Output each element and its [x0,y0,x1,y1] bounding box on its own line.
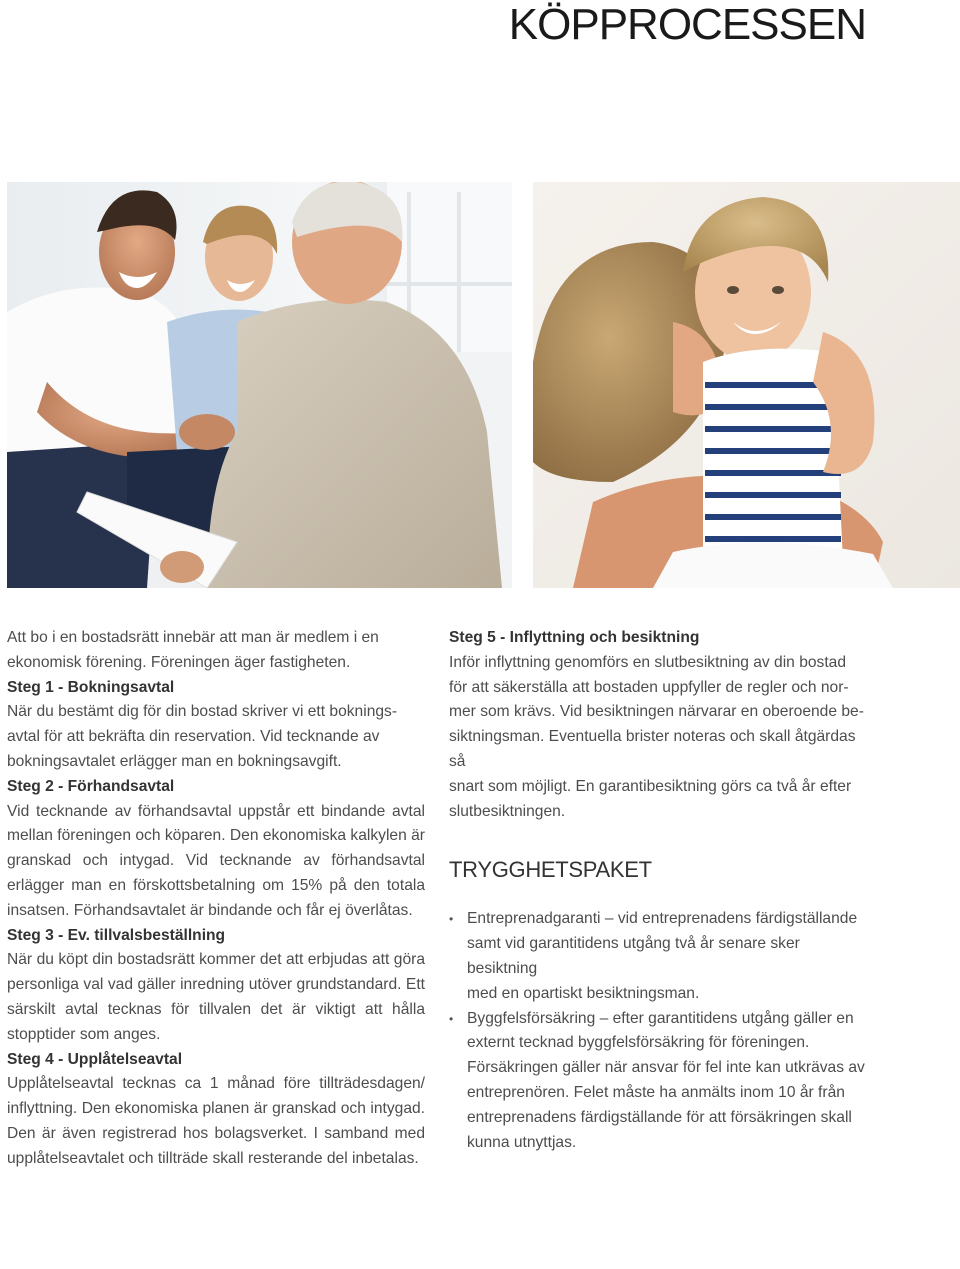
step-3-body: När du köpt din bostadsrätt kommer det att erbjudas att göra personliga val vad gäller inredning utöver grundstandard. Ett särskilt avtal tecknas för tillvalen det är viktigt att hålla stopptider som anges. [7,951,425,1043]
photo-couple-handshake-illustration [7,182,512,588]
step-5 [449,626,869,824]
step-5-line: siktningsman. Eventuella brister noteras och skall åtgärdas så [449,728,856,770]
bullet-icon: • [449,1011,454,1026]
list-item-line: entreprenören. Felet måste ha anmälts inom 10 år från [467,1083,845,1101]
step-2 [7,775,425,924]
list-item-line: kunna utnyttjas. [467,1133,577,1151]
list-item-line: Byggfelsförsäkring – efter garantitidens utgång gäller en [467,1009,854,1027]
list-item-line: Försäkringen gäller när ansvar för fel inte kan utkrävas av [467,1059,865,1077]
step-3-heading: Steg 3 - Ev. tillvalsbeställning [7,926,226,944]
step-2-body: Vid tecknande av förhandsavtal uppstår ett bindande avtal mellan föreningen och köparen. Den ekonomiska kalkylen är granskad och intygad. Vid tecknande av förhandsavtal erlägger man en förskottsbetalning om 15% på den totala insatsen. Förhandsavtalet är bindande och får ej överlåtas. [7,802,425,919]
step-5-line: slutbesiktningen. [449,802,566,820]
bullet-icon: • [449,912,454,927]
photo-couple-handshake [7,182,512,588]
step-1-line: bokningsavtalet erlägger man en bokningsavgift. [7,752,342,770]
step-1-line: När du bestämt dig för din bostad skriver vi ett boknings- [7,703,398,721]
list-item-line: entreprenadens färdigställande för att försäkringen skall [467,1108,852,1126]
photo-mother-child-hug [533,182,960,588]
step-4-heading: Steg 4 - Upplåtelseavtal [7,1050,183,1068]
list-item-line: med en opartiskt besiktningsman. [467,984,700,1002]
list-item [449,907,869,1006]
step-1-heading: Steg 1 - Bokningsavtal [7,678,175,696]
photo-mother-child-hug-illustration [533,182,960,588]
step-5-heading: Steg 5 - Inflyttning och besiktning [449,629,700,646]
step-5-line: för att säkerställa att bostaden uppfyller de regler och nor- [449,678,849,696]
step-5-line: snart som möjligt. En garantibesiktning görs ca två år efter [449,777,852,795]
step-2-heading: Steg 2 - Förhandsavtal [7,777,175,795]
step-1 [7,676,425,775]
page-title: KÖPPROCESSEN [508,0,866,49]
list-item-line: Entreprenadgaranti – vid entreprenadens färdigställande [467,910,858,928]
right-column [449,626,869,1155]
step-4-body: Upplåtelseavtal tecknas ca 1 månad före tillträdesdagen/ inflyttning. Den ekonomiska planen är granskad och intygad. Den är även registrerad hos bolagsverket. I samband med upplåtelseavtalet och tillträde skall resterande del inbetalas. [7,1075,425,1167]
step-5-line: Inför inflyttning genomförs en slutbesiktning av din bostad [449,653,847,671]
list-item-line: externt tecknad byggfelsförsäkring för föreningen. [467,1034,810,1052]
step-5-line: mer som krävs. Vid besiktningen närvarar en oberoende be- [449,703,864,721]
list-item-line: samt vid garantitidens utgång två år senare sker besiktning [467,935,800,977]
intro-line: ekonomisk förening. Föreningen äger fastigheten. [7,653,351,671]
intro-line: Att bo i en bostadsrätt innebär att man är medlem i en [7,629,379,646]
step-1-line: avtal för att bekräfta din reservation. Vid tecknande av [7,728,380,746]
trygghetspaket-list [449,907,869,1155]
step-3 [7,924,425,1048]
left-column [7,626,425,1172]
step-4 [7,1048,425,1172]
intro-paragraph [7,626,425,676]
list-item [449,1007,869,1156]
trygghetspaket-title: TRYGGHETSPAKET [449,857,652,883]
